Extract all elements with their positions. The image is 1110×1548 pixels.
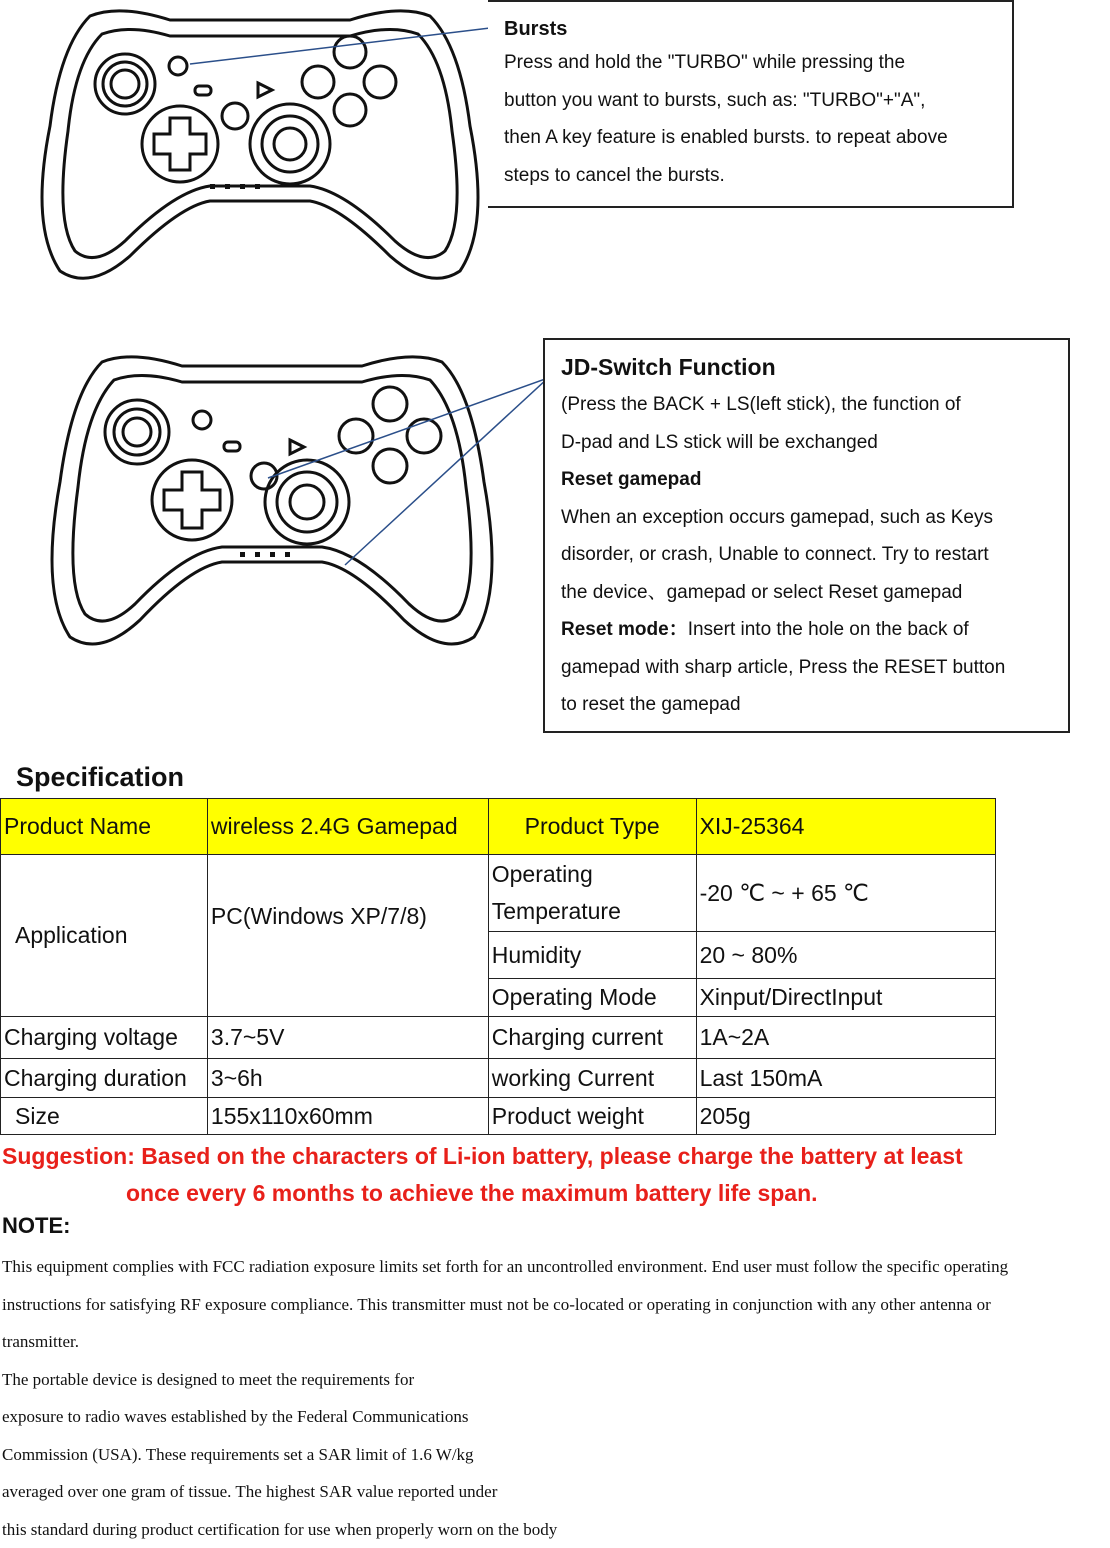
note-line: instructions for satisfying RF exposure compliance. This transmitter must not be co-located or operating in conjunction with any other antenna or bbox=[2, 1286, 1110, 1324]
charging-current-value: 1A~2A bbox=[696, 1017, 995, 1059]
fcc-note bbox=[2, 1248, 1110, 1548]
reset-line: disorder, or crash, Unable to connect. Try to restart bbox=[561, 536, 1068, 574]
note-line: transmitter. bbox=[2, 1323, 1110, 1361]
operating-mode-label: Operating Mode bbox=[488, 979, 696, 1017]
suggestion-line: Suggestion: Based on the characters of Li-ion battery, please charge the battery at least bbox=[2, 1138, 1092, 1175]
working-current-label: working Current bbox=[488, 1059, 696, 1098]
table-row bbox=[1, 855, 996, 932]
reset-line: the device、gamepad or select Reset gamepad bbox=[561, 574, 1068, 612]
humidity-value: 20 ~ 80% bbox=[696, 932, 995, 979]
product-name-label: Product Name bbox=[1, 799, 208, 855]
application-label: Application bbox=[1, 855, 208, 1017]
bursts-line: then A key feature is enabled bursts. to repeat above bbox=[504, 119, 1012, 157]
operating-temperature-value: -20 ℃ ~ + 65 ℃ bbox=[696, 855, 995, 932]
bursts-line: button you want to bursts, such as: "TURBO"+"A", bbox=[504, 82, 1012, 120]
note-line: exposure to radio waves established by the Federal Communications bbox=[2, 1398, 1110, 1436]
reset-mode-line: to reset the gamepad bbox=[561, 686, 1068, 724]
reset-mode-line: gamepad with sharp article, Press the RESET button bbox=[561, 649, 1068, 687]
jd-switch-callout bbox=[543, 338, 1070, 733]
charging-current-label: Charging current bbox=[488, 1017, 696, 1059]
note-line: This equipment complies with FCC radiation exposure limits set forth for an uncontrolled environment. End user must follow the specific operating bbox=[2, 1248, 1110, 1286]
charging-voltage-value: 3.7~5V bbox=[207, 1017, 488, 1059]
note-line: The portable device is designed to meet the requirements for bbox=[2, 1361, 1110, 1399]
bursts-line: Press and hold the "TURBO" while pressing the bbox=[504, 44, 1012, 82]
reset-gamepad-title: Reset gamepad bbox=[561, 461, 1068, 499]
reset-line: When an exception occurs gamepad, such as Keys bbox=[561, 499, 1068, 537]
product-type-label: Product Type bbox=[488, 799, 696, 855]
size-label: Size bbox=[1, 1098, 208, 1135]
charging-voltage-label: Charging voltage bbox=[1, 1017, 208, 1059]
humidity-label: Humidity bbox=[488, 932, 696, 979]
product-type-value: XIJ-25364 bbox=[696, 799, 995, 855]
suggestion-line: once every 6 months to achieve the maximum battery life span. bbox=[2, 1175, 1092, 1212]
operating-temperature-label bbox=[488, 855, 696, 932]
reset-mode-text: Insert into the hole on the back of bbox=[688, 619, 969, 640]
product-weight-value: 205g bbox=[696, 1098, 995, 1135]
charging-duration-label: Charging duration bbox=[1, 1059, 208, 1098]
note-line: this standard during product certification for use when properly worn on the body bbox=[2, 1511, 1110, 1548]
battery-suggestion bbox=[2, 1138, 1092, 1212]
operating-mode-value: Xinput/DirectInput bbox=[696, 979, 995, 1017]
table-row bbox=[1, 799, 996, 855]
op-temp-label-2: Temperature bbox=[492, 898, 621, 924]
product-weight-label: Product weight bbox=[488, 1098, 696, 1135]
jd-switch-title: JD-Switch Function bbox=[561, 348, 1068, 386]
jd-switch-line: D-pad and LS stick will be exchanged bbox=[561, 424, 1068, 462]
jd-switch-line: (Press the BACK + LS(left stick), the function of bbox=[561, 386, 1068, 424]
bursts-callout bbox=[488, 0, 1014, 208]
table-row bbox=[1, 1059, 996, 1098]
note-title: NOTE: bbox=[2, 1213, 70, 1239]
application-value: PC(Windows XP/7/8) bbox=[207, 855, 488, 1017]
size-value: 155x110x60mm bbox=[207, 1098, 488, 1135]
note-line: Commission (USA). These requirements set a SAR limit of 1.6 W/kg bbox=[2, 1436, 1110, 1474]
table-row bbox=[1, 1098, 996, 1135]
specification-title: Specification bbox=[16, 762, 184, 793]
reset-mode-label: Reset mode： bbox=[561, 619, 688, 640]
charging-duration-value: 3~6h bbox=[207, 1059, 488, 1098]
working-current-value: Last 150mA bbox=[696, 1059, 995, 1098]
reset-mode-line bbox=[561, 611, 1068, 649]
op-temp-label-1: Operating bbox=[492, 861, 593, 887]
bursts-line: steps to cancel the bursts. bbox=[504, 157, 1012, 195]
note-line: averaged over one gram of tissue. The highest SAR value reported under bbox=[2, 1473, 1110, 1511]
product-name-value: wireless 2.4G Gamepad bbox=[207, 799, 488, 855]
bursts-title: Bursts bbox=[504, 14, 1012, 44]
specification-table bbox=[0, 798, 996, 1135]
table-row bbox=[1, 1017, 996, 1059]
callout-lines-jd-switch bbox=[0, 0, 560, 580]
